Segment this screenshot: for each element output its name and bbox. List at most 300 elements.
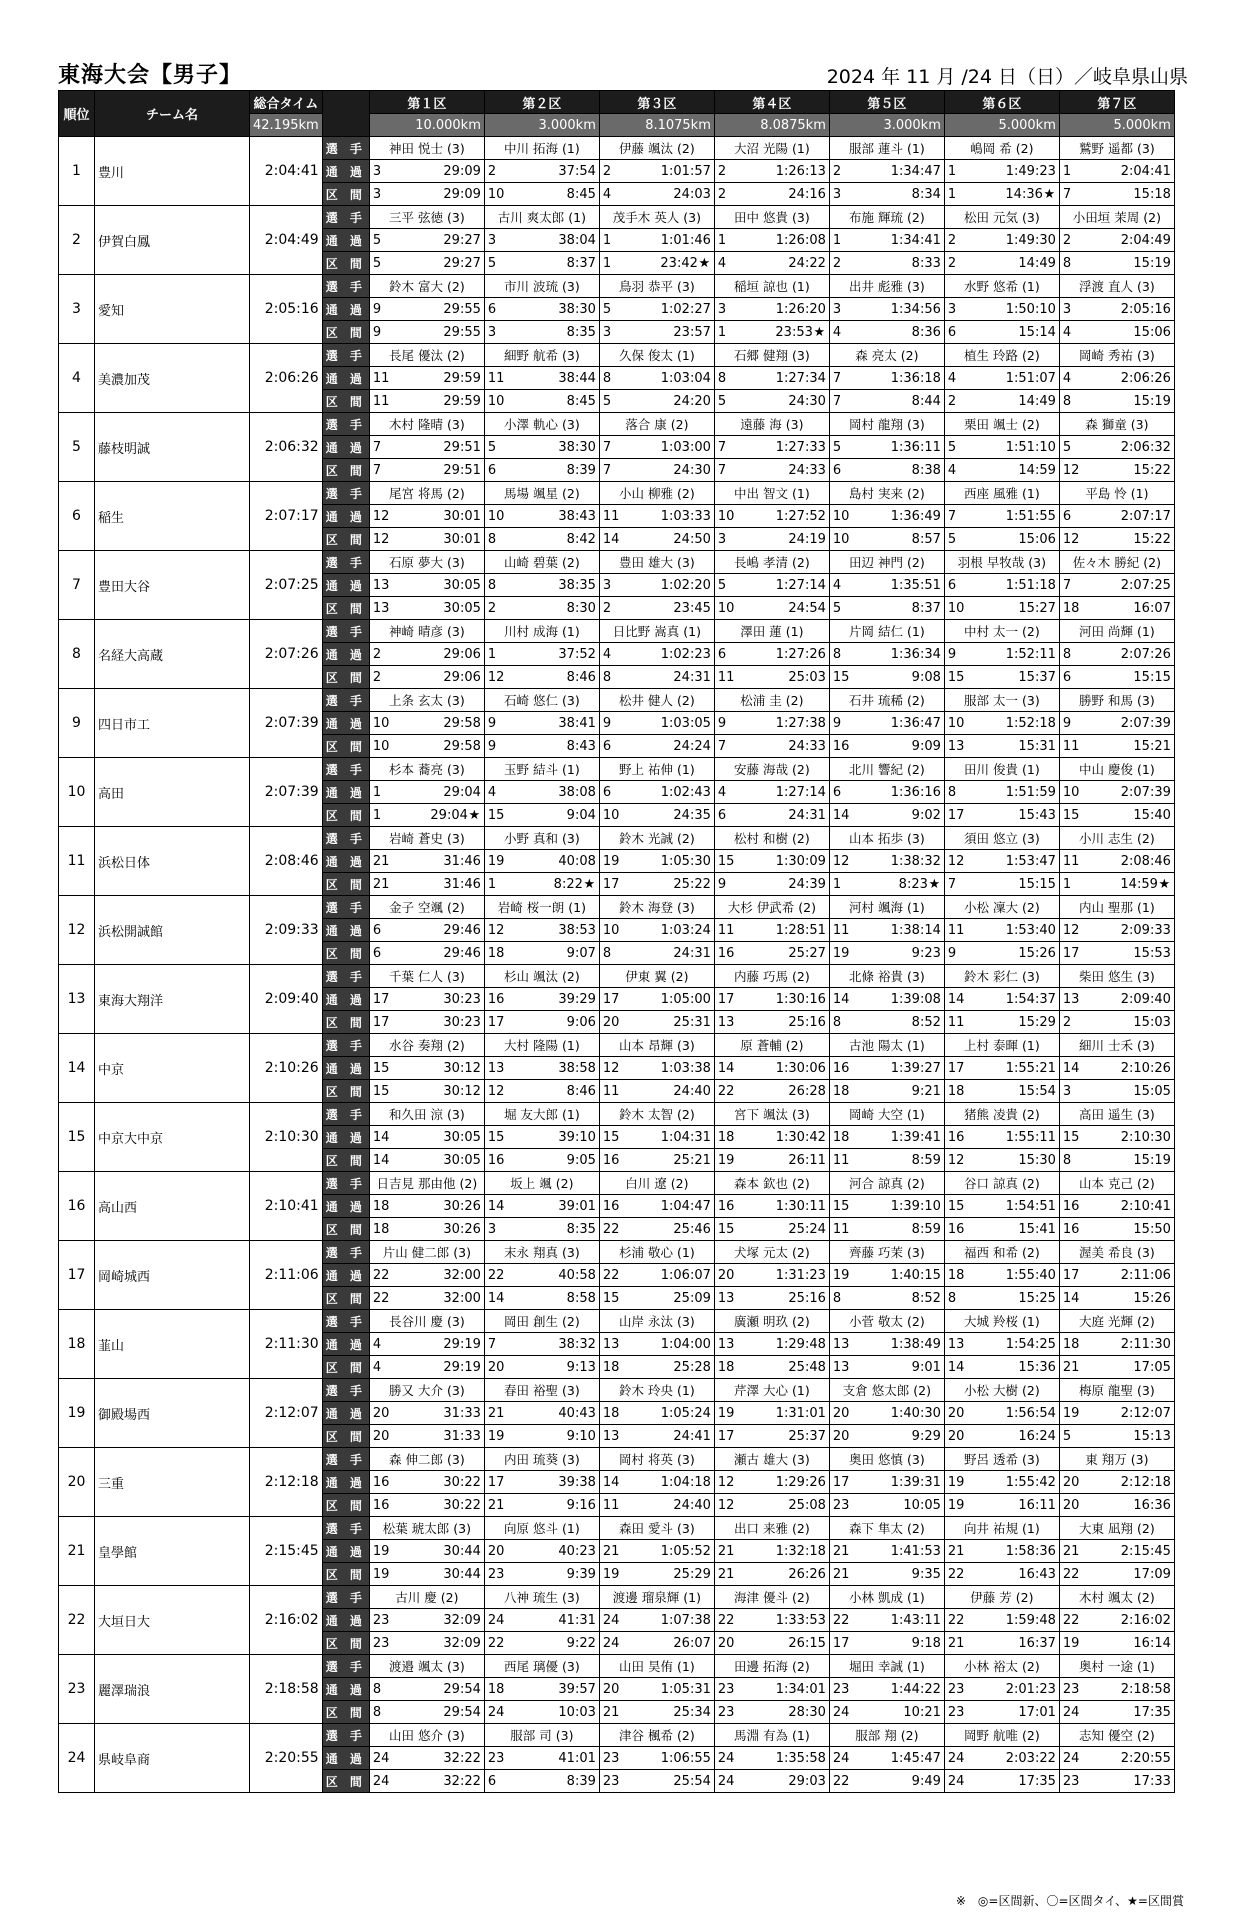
cumulative-time: 2:11:30 — [1091, 1333, 1174, 1356]
leg-time-cell — [746, 252, 829, 275]
runner-name: 内田 琉葵 (3) — [484, 1448, 599, 1471]
leg-time: 24:19 — [788, 531, 826, 547]
leg-time: 15:53 — [1133, 945, 1171, 961]
runner-name: 稲垣 諒也 (1) — [714, 275, 829, 298]
cumulative-time: 1:45:47 — [861, 1747, 944, 1770]
leg-position: 18 — [369, 1218, 401, 1241]
leg-time-cell — [861, 1425, 944, 1448]
leg-time-cell — [746, 1770, 829, 1793]
leg-time-cell — [1091, 1080, 1174, 1103]
leg-time-cell — [1091, 459, 1174, 482]
cumulative-position: 15 — [599, 1126, 631, 1149]
team-rank: 8 — [59, 620, 95, 689]
runner-name: 鈴木 海登 (3) — [599, 896, 714, 919]
cumulative-position: 5 — [829, 436, 861, 459]
leg-time: 25:54 — [673, 1773, 711, 1789]
results-body — [59, 137, 1175, 1793]
cumulative-time: 2:09:40 — [1091, 988, 1174, 1011]
leg-time: 24:22 — [788, 255, 826, 271]
cumulative-position: 8 — [944, 781, 976, 804]
leg-position: 20 — [599, 1011, 631, 1034]
cumulative-time: 1:35:58 — [746, 1747, 829, 1770]
cumulative-position: 12 — [1059, 919, 1091, 942]
leg-position: 23 — [714, 1701, 746, 1724]
leg-time-cell — [631, 1287, 714, 1310]
cumulative-time: 2:10:41 — [1091, 1195, 1174, 1218]
cumulative-position: 7 — [369, 436, 401, 459]
leg-position: 2 — [829, 252, 861, 275]
cumulative-time: 2:05:16 — [1091, 298, 1174, 321]
runner-name: 大庭 光輝 (2) — [1059, 1310, 1174, 1333]
leg-row-label: 区 間 — [322, 1011, 369, 1034]
cumulative-position: 20 — [944, 1402, 976, 1425]
leg-time: 24:40 — [673, 1083, 711, 1099]
cumulative-row-label: 通 過 — [322, 298, 369, 321]
leg-time-cell — [401, 1425, 484, 1448]
leg-time-cell — [1091, 873, 1174, 896]
cumulative-position: 22 — [1059, 1609, 1091, 1632]
leg-time-cell — [976, 390, 1059, 413]
cumulative-time: 40:23 — [516, 1540, 599, 1563]
cumulative-time: 1:31:01 — [746, 1402, 829, 1425]
runner-name: 鈴木 彩仁 (3) — [944, 965, 1059, 988]
runner-name: 長谷川 慶 (3) — [369, 1310, 484, 1333]
cumulative-position: 21 — [714, 1540, 746, 1563]
leg-time: 8:35 — [566, 1221, 596, 1237]
cumulative-time: 40:58 — [516, 1264, 599, 1287]
runner-name: 田中 悠貴 (3) — [714, 206, 829, 229]
cumulative-time: 39:57 — [516, 1678, 599, 1701]
cumulative-position: 18 — [599, 1402, 631, 1425]
cumulative-time: 1:55:42 — [976, 1471, 1059, 1494]
cumulative-position: 1 — [484, 643, 516, 666]
leg-time-cell — [401, 1494, 484, 1517]
leg-time-cell — [401, 183, 484, 206]
runner-name: 奥村 一途 (1) — [1059, 1655, 1174, 1678]
team-rank: 9 — [59, 689, 95, 758]
cumulative-time: 2:07:39 — [1091, 781, 1174, 804]
leg-position: 24 — [599, 1632, 631, 1655]
team-runner-row — [59, 1379, 1175, 1402]
leg-time: 24:40 — [673, 1497, 711, 1513]
cumulative-row-label: 通 過 — [322, 1264, 369, 1287]
leg-time: 8:33 — [911, 255, 941, 271]
cumulative-position: 17 — [599, 988, 631, 1011]
leg-time: 14:36 — [1005, 186, 1043, 202]
team-total-time: 2:08:46 — [250, 827, 323, 896]
team-rank: 6 — [59, 482, 95, 551]
leg-time-cell — [516, 1701, 599, 1724]
cumulative-position: 14 — [714, 1057, 746, 1080]
leg-row-label: 区 間 — [322, 666, 369, 689]
leg-row-label: 区 間 — [322, 1287, 369, 1310]
leg-position: 24 — [1059, 1701, 1091, 1724]
runner-name: 出口 来雅 (2) — [714, 1517, 829, 1540]
team-runner-row — [59, 1310, 1175, 1333]
leg-time-cell — [631, 804, 714, 827]
cumulative-position: 20 — [829, 1402, 861, 1425]
leg-time: 15:13 — [1133, 1428, 1171, 1444]
cumulative-time: 1:01:57 — [631, 160, 714, 183]
cumulative-time: 38:58 — [516, 1057, 599, 1080]
team-rank: 14 — [59, 1034, 95, 1103]
cumulative-row-label: 通 過 — [322, 919, 369, 942]
leg-position: 17 — [944, 804, 976, 827]
team-runner-row — [59, 1172, 1175, 1195]
leg-award-star-icon: ★ — [583, 876, 596, 892]
cumulative-position: 23 — [714, 1678, 746, 1701]
leg-position: 12 — [714, 1494, 746, 1517]
team-runner-row — [59, 137, 1175, 160]
leg-position: 22 — [1059, 1563, 1091, 1586]
cumulative-position: 18 — [714, 1126, 746, 1149]
leg-position: 8 — [599, 942, 631, 965]
leg-position: 23 — [484, 1563, 516, 1586]
team-name: 美濃加茂 — [95, 344, 250, 413]
leg-time-cell — [516, 1149, 599, 1172]
team-runner-row — [59, 344, 1175, 367]
cumulative-position: 14 — [944, 988, 976, 1011]
cumulative-time: 1:03:00 — [631, 436, 714, 459]
leg-time: 29:46 — [443, 945, 481, 961]
leg-time-cell — [976, 252, 1059, 275]
cumulative-position: 6 — [944, 574, 976, 597]
cumulative-position: 15 — [1059, 1126, 1091, 1149]
cumulative-row-label: 通 過 — [322, 1057, 369, 1080]
runner-name: 嶋岡 希 (2) — [944, 137, 1059, 160]
team-total-time: 2:12:18 — [250, 1448, 323, 1517]
runner-name: 市川 波琉 (3) — [484, 275, 599, 298]
cumulative-position: 14 — [484, 1195, 516, 1218]
leg-time-cell — [631, 1494, 714, 1517]
leg-position: 7 — [714, 459, 746, 482]
leg-time-cell — [861, 873, 944, 896]
leg-time-cell — [746, 1701, 829, 1724]
runner-name: 上条 玄太 (3) — [369, 689, 484, 712]
leg-position: 8 — [829, 1011, 861, 1034]
cumulative-time: 39:29 — [516, 988, 599, 1011]
team-rank: 17 — [59, 1241, 95, 1310]
cumulative-time: 1:30:42 — [746, 1126, 829, 1149]
team-rank: 13 — [59, 965, 95, 1034]
cumulative-position: 3 — [369, 160, 401, 183]
leg-time: 24:31 — [673, 945, 711, 961]
cumulative-position: 16 — [599, 1195, 631, 1218]
cumulative-time: 30:12 — [401, 1057, 484, 1080]
leg-position: 3 — [484, 1218, 516, 1241]
cumulative-time: 1:52:18 — [976, 712, 1059, 735]
leg-time-cell — [631, 1701, 714, 1724]
runner-row-label: 選 手 — [322, 1517, 369, 1540]
leg-position: 8 — [944, 1287, 976, 1310]
leg-time: 9:10 — [566, 1428, 596, 1444]
cumulative-position: 5 — [599, 298, 631, 321]
leg-time-cell — [1091, 666, 1174, 689]
cumulative-position: 8 — [369, 1678, 401, 1701]
runner-row-label: 選 手 — [322, 1586, 369, 1609]
leg-time-cell — [631, 390, 714, 413]
leg-row-label: 区 間 — [322, 183, 369, 206]
runner-name: 宮下 颯汰 (3) — [714, 1103, 829, 1126]
runner-row-label: 選 手 — [322, 137, 369, 160]
runner-name: 向原 悠斗 (1) — [484, 1517, 599, 1540]
runner-row-label: 選 手 — [322, 827, 369, 850]
cumulative-position: 6 — [714, 643, 746, 666]
team-runner-row — [59, 1034, 1175, 1057]
runner-name: 水谷 奏翔 (2) — [369, 1034, 484, 1057]
cumulative-position: 18 — [829, 1126, 861, 1149]
leg-time-cell — [1091, 252, 1174, 275]
leg-time: 8:37 — [911, 600, 941, 616]
leg-time-cell — [1091, 528, 1174, 551]
leg-time-cell — [976, 942, 1059, 965]
cumulative-position: 14 — [599, 1471, 631, 1494]
cumulative-time: 1:29:48 — [746, 1333, 829, 1356]
runner-name: 渥美 希良 (3) — [1059, 1241, 1174, 1264]
team-name: 三重 — [95, 1448, 250, 1517]
leg-time-cell — [861, 1149, 944, 1172]
cumulative-position: 19 — [944, 1471, 976, 1494]
cumulative-time: 38:32 — [516, 1333, 599, 1356]
cumulative-time: 29:04 — [401, 781, 484, 804]
leg-time-cell — [516, 1218, 599, 1241]
runner-name: 岡田 創生 (2) — [484, 1310, 599, 1333]
runner-name: 田辺 神門 (2) — [829, 551, 944, 574]
runner-name: 鈴木 富大 (2) — [369, 275, 484, 298]
team-name: 浜松日体 — [95, 827, 250, 896]
cumulative-time: 1:06:55 — [631, 1747, 714, 1770]
team-rank: 12 — [59, 896, 95, 965]
leg-position: 4 — [599, 183, 631, 206]
runner-name: 水野 悠希 (1) — [944, 275, 1059, 298]
leg-time: 17:35 — [1133, 1704, 1171, 1720]
cumulative-time: 1:36:11 — [861, 436, 944, 459]
leg-time-cell — [631, 321, 714, 344]
leg-time-cell — [746, 666, 829, 689]
cumulative-position: 4 — [1059, 367, 1091, 390]
leg-position: 5 — [369, 252, 401, 275]
leg-row-label: 区 間 — [322, 390, 369, 413]
leg-header-4: 第４区 — [714, 91, 829, 114]
cumulative-time: 30:01 — [401, 505, 484, 528]
cumulative-time: 32:00 — [401, 1264, 484, 1287]
cumulative-time: 29:58 — [401, 712, 484, 735]
leg-time: 25:31 — [673, 1014, 711, 1030]
cumulative-time: 1:26:13 — [746, 160, 829, 183]
leg-position: 7 — [829, 390, 861, 413]
leg-time: 25:34 — [673, 1704, 711, 1720]
cumulative-time: 1:54:25 — [976, 1333, 1059, 1356]
cumulative-position: 12 — [484, 919, 516, 942]
runner-name: 布施 輝琉 (2) — [829, 206, 944, 229]
leg-time: 10:21 — [903, 1704, 941, 1720]
runner-name: 小林 裕太 (2) — [944, 1655, 1059, 1678]
leg-position: 13 — [944, 735, 976, 758]
cumulative-position: 9 — [714, 712, 746, 735]
leg-time-cell — [1091, 1632, 1174, 1655]
leg-row-label: 区 間 — [322, 1356, 369, 1379]
cumulative-position: 14 — [829, 988, 861, 1011]
leg-time: 9:01 — [911, 1359, 941, 1375]
cumulative-position: 11 — [599, 505, 631, 528]
leg-position: 14 — [829, 804, 861, 827]
runner-name: 岡野 航唯 (2) — [944, 1724, 1059, 1747]
leg-position: 16 — [484, 1149, 516, 1172]
cumulative-position: 22 — [599, 1264, 631, 1287]
cumulative-row-label: 通 過 — [322, 1471, 369, 1494]
runner-name: 山岸 永汰 (3) — [599, 1310, 714, 1333]
cumulative-position: 4 — [599, 643, 631, 666]
cumulative-time: 30:44 — [401, 1540, 484, 1563]
cumulative-position: 21 — [944, 1540, 976, 1563]
leg-time: 23:53 — [775, 324, 813, 340]
team-name: 伊賀白鳳 — [95, 206, 250, 275]
runner-name: 野呂 透希 (3) — [944, 1448, 1059, 1471]
leg-time: 25:28 — [673, 1359, 711, 1375]
cumulative-row-label: 通 過 — [322, 1195, 369, 1218]
leg-position: 19 — [484, 1425, 516, 1448]
runner-name: 勝又 大介 (3) — [369, 1379, 484, 1402]
cumulative-time: 2:12:07 — [1091, 1402, 1174, 1425]
leg-time-cell — [976, 528, 1059, 551]
leg-distance-1: 10.000km — [369, 114, 484, 137]
runner-name: 渡邊 瑠泉輝 (1) — [599, 1586, 714, 1609]
leg-header-3: 第３区 — [599, 91, 714, 114]
cumulative-time: 1:30:09 — [746, 850, 829, 873]
runner-name: 日比野 嵩真 (1) — [599, 620, 714, 643]
leg-position: 8 — [1059, 1149, 1091, 1172]
leg-position: 10 — [714, 597, 746, 620]
runner-name: 栗田 颯士 (2) — [944, 413, 1059, 436]
leg-time-cell — [401, 1218, 484, 1241]
leg-time-cell — [746, 1494, 829, 1517]
cumulative-position: 23 — [484, 1747, 516, 1770]
leg-time: 8:46 — [566, 1083, 596, 1099]
cumulative-time: 30:05 — [401, 1126, 484, 1149]
runner-name: 鈴木 光誠 (2) — [599, 827, 714, 850]
leg-time-cell — [401, 597, 484, 620]
leg-time: 24:20 — [673, 393, 711, 409]
leg-position: 18 — [829, 1080, 861, 1103]
cumulative-row-label: 通 過 — [322, 1402, 369, 1425]
leg-time-cell — [631, 735, 714, 758]
leg-position: 24 — [944, 1770, 976, 1793]
leg-position: 8 — [484, 528, 516, 551]
leg-time: 24:54 — [788, 600, 826, 616]
leg-time-cell — [976, 1701, 1059, 1724]
runner-name: 小松 大樹 (2) — [944, 1379, 1059, 1402]
cumulative-time: 2:07:17 — [1091, 505, 1174, 528]
runner-name: 奥田 悠慎 (3) — [829, 1448, 944, 1471]
cumulative-row-label: 通 過 — [322, 1126, 369, 1149]
leg-time-cell — [631, 1149, 714, 1172]
cumulative-time: 29:27 — [401, 229, 484, 252]
cumulative-time: 1:55:11 — [976, 1126, 1059, 1149]
runner-name: 上村 泰暉 (1) — [944, 1034, 1059, 1057]
leg-time-cell — [976, 1425, 1059, 1448]
leg-position: 22 — [484, 1632, 516, 1655]
leg-position: 21 — [369, 873, 401, 896]
cumulative-time: 38:08 — [516, 781, 599, 804]
runner-name: 出井 彪雅 (3) — [829, 275, 944, 298]
leg-position: 5 — [944, 528, 976, 551]
leg-time-cell — [516, 1425, 599, 1448]
leg-time: 14:49 — [1018, 255, 1056, 271]
runner-name: 大村 隆陽 (1) — [484, 1034, 599, 1057]
results-table — [58, 90, 1175, 1793]
cumulative-time: 1:27:26 — [746, 643, 829, 666]
leg-time: 14:49 — [1018, 393, 1056, 409]
leg-time-cell — [976, 804, 1059, 827]
cumulative-time: 2:11:06 — [1091, 1264, 1174, 1287]
leg-time: 9:08 — [911, 669, 941, 685]
runner-row-label: 選 手 — [322, 206, 369, 229]
team-rank: 19 — [59, 1379, 95, 1448]
leg-position: 5 — [714, 390, 746, 413]
cumulative-time: 1:01:46 — [631, 229, 714, 252]
cumulative-row-label: 通 過 — [322, 1609, 369, 1632]
runner-name: 内藤 巧馬 (2) — [714, 965, 829, 988]
total-distance: 42.195km — [250, 114, 323, 137]
leg-position: 14 — [599, 528, 631, 551]
cumulative-position: 7 — [599, 436, 631, 459]
leg-time-cell — [976, 1563, 1059, 1586]
cumulative-position: 18 — [944, 1264, 976, 1287]
cumulative-time: 2:07:25 — [1091, 574, 1174, 597]
cumulative-position: 20 — [714, 1264, 746, 1287]
leg-position: 19 — [829, 942, 861, 965]
cumulative-time: 1:39:31 — [861, 1471, 944, 1494]
cumulative-time: 1:51:59 — [976, 781, 1059, 804]
leg-time-cell — [976, 183, 1059, 206]
leg-time-cell — [746, 1563, 829, 1586]
leg-row-label: 区 間 — [322, 1770, 369, 1793]
leg-time-cell — [401, 459, 484, 482]
cumulative-time: 2:20:55 — [1091, 1747, 1174, 1770]
page-title: 東海大会【男子】 — [58, 63, 243, 88]
leg-position: 7 — [599, 459, 631, 482]
cumulative-position: 4 — [944, 367, 976, 390]
leg-position: 19 — [1059, 1632, 1091, 1655]
cumulative-time: 2:12:18 — [1091, 1471, 1174, 1494]
cumulative-position: 7 — [714, 436, 746, 459]
team-runner-row — [59, 965, 1175, 988]
leg-position: 2 — [599, 597, 631, 620]
cumulative-position: 23 — [369, 1609, 401, 1632]
leg-time: 15:15 — [1133, 669, 1171, 685]
team-name: 高山西 — [95, 1172, 250, 1241]
cumulative-position: 3 — [714, 298, 746, 321]
leg-time-cell — [1091, 1701, 1174, 1724]
team-total-time: 2:09:33 — [250, 896, 323, 965]
leg-position: 3 — [599, 321, 631, 344]
leg-position: 4 — [714, 252, 746, 275]
leg-position: 6 — [599, 735, 631, 758]
team-runner-row — [59, 413, 1175, 436]
cumulative-time: 1:26:20 — [746, 298, 829, 321]
cumulative-position: 7 — [829, 367, 861, 390]
cumulative-time: 1:34:41 — [861, 229, 944, 252]
cumulative-position: 13 — [829, 1333, 861, 1356]
cumulative-time: 41:01 — [516, 1747, 599, 1770]
leg-time-cell — [1091, 597, 1174, 620]
leg-time-cell — [401, 1770, 484, 1793]
leg-time-cell — [861, 597, 944, 620]
leg-position: 23 — [829, 1494, 861, 1517]
runner-name: 小松 凜大 (2) — [944, 896, 1059, 919]
leg-time: 15:50 — [1133, 1221, 1171, 1237]
leg-position: 7 — [1059, 183, 1091, 206]
